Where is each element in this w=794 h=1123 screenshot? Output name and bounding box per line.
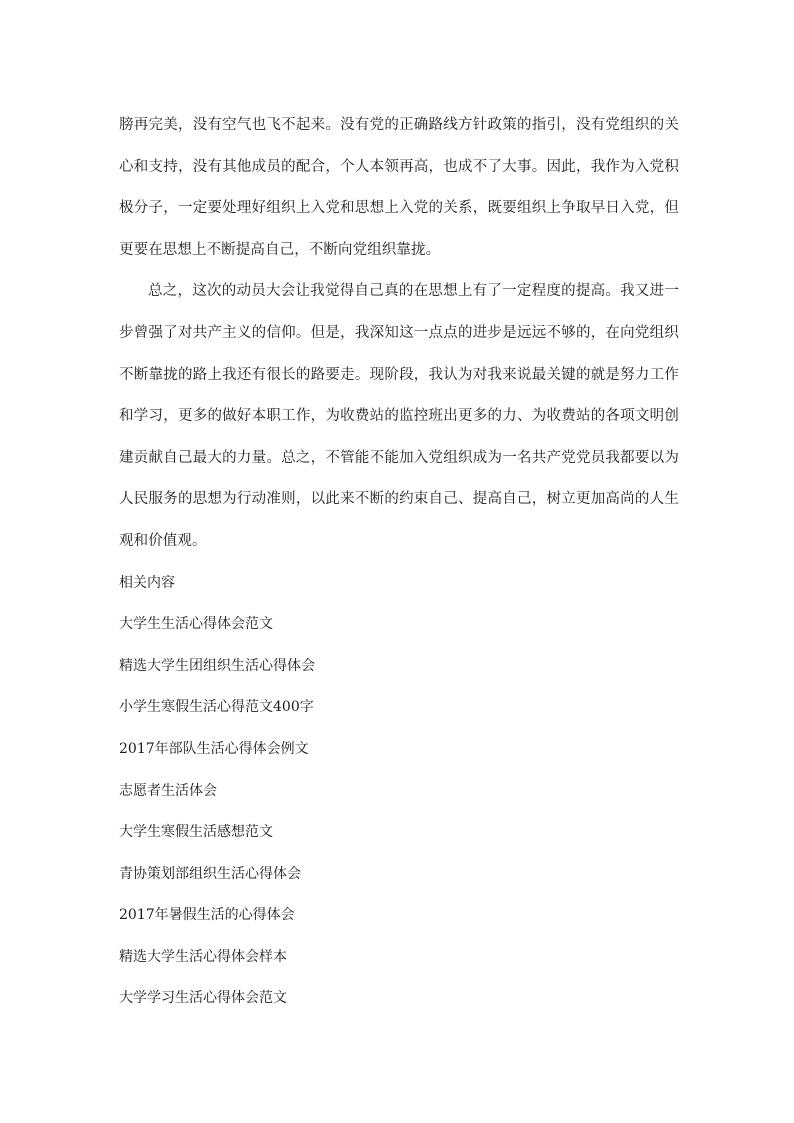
related-link[interactable]: 志愿者生活体会 [119,782,217,799]
related-link[interactable]: 大学学习生活心得体会范文 [119,990,287,1007]
related-item [119,729,679,771]
related-link[interactable]: 大学生生活心得体会范文 [119,616,273,633]
related-item [119,978,679,1020]
body-paragraph-2: 总之，这次的动员大会让我觉得自己真的在思想上有了一定程度的提高。我又进一步曾强了对共产主义的信仰。但是，我深知这一点点的进步是远远不够的，在向党组织不断靠拢的路上我还有很长的路要走。现阶段，我认为对我来说最关键的就是努力工作和学习，更多的做好本职工作，为收费站的监控班出更多的力、为收费站的各项文明创建贡献自己最大的力量。总之，不管能不能加入党组织成为一名共产党党员我都要以为人民服务的思想为行动准则，以此来不断的约束自己、提高自己，树立更加高尚的人生观和价值观。 [119,283,679,549]
related-item [119,812,679,854]
related-link[interactable]: 小学生寒假生活心得范文400字 [119,699,314,716]
related-link[interactable]: 精选大学生活心得体会样本 [119,948,287,965]
related-content-heading: 相关内容 [119,574,175,591]
body-paragraph-1: 膀再完美，没有空气也飞不起来。没有党的正确路线方针政策的指引，没有党组织的关心和支持，没有其他成员的配合，个人本领再高，也成不了大事。因此，我作为入党积极分子，一定要处理好组织上入党和思想上入党的关系，既要组织上争取早日入党，但更要在思想上不断提高自己，不断向党组织靠拢。 [119,117,679,258]
related-link[interactable]: 大学生寒假生活感想范文 [119,824,273,841]
document-content [119,105,679,1020]
related-item [119,895,679,937]
related-link[interactable]: 青协策划部组织生活心得体会 [119,865,301,882]
related-link[interactable]: 2017年部队生活心得体会例文 [119,740,309,757]
related-item [119,646,679,688]
related-item [119,604,679,646]
related-item [119,771,679,813]
related-link[interactable]: 精选大学生团组织生活心得体会 [119,657,315,674]
related-item [119,687,679,729]
related-link[interactable]: 2017年暑假生活的心得体会 [119,907,295,924]
related-content-list [119,604,679,1020]
related-item [119,854,679,896]
related-item [119,937,679,979]
